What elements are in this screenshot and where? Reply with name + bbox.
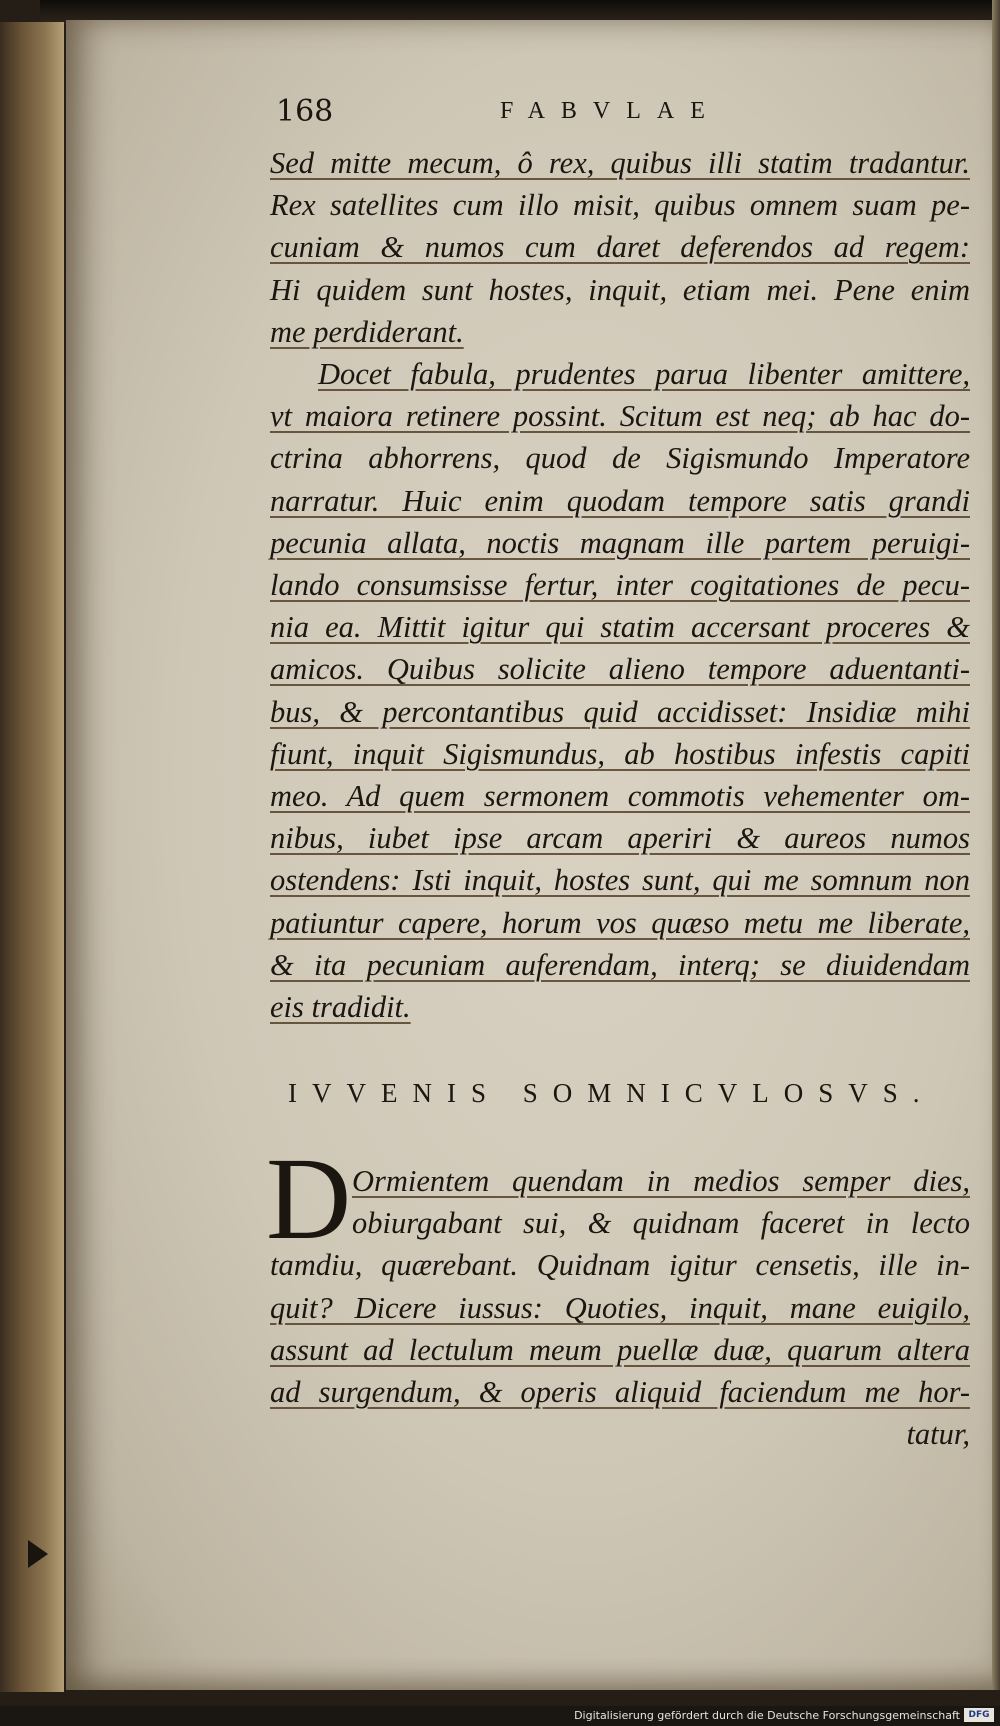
text-line: fiunt, inquit Sigismundus, ab hostibus infestis capiti	[270, 736, 970, 771]
text-line: lando consumsisse fertur, inter cogitationes de pecu-	[270, 568, 970, 603]
text-line: me perdiderant.	[270, 314, 464, 349]
text-line: Rex satellites cum illo misit, quibus omnem suam pe-	[270, 188, 970, 223]
text-line: obiurgabant sui, & quidnam faceret in lecto	[352, 1206, 970, 1241]
text-line: vt maiora retinere possint. Scitum est neq; ab hac do-	[270, 399, 970, 434]
text-line: bus, & percontantibus quid accidisset: Insidiæ mihi	[270, 694, 970, 729]
text-line: amicos. Quibus solicite alieno tempore aduentanti-	[270, 652, 970, 687]
text-line: nibus, iubet ipse arcam aperiri & aureos numos	[270, 821, 970, 856]
text-line: pecunia allata, noctis magnam ille partem peruigi-	[270, 525, 970, 560]
dfg-logo: DFG	[964, 1708, 994, 1722]
fable-title: IVVENIS SOMNICVLOSVS.	[288, 1078, 935, 1108]
text-line: ad surgendum, & operis aliquid faciendum me hor-	[270, 1375, 970, 1410]
fable-text	[270, 1160, 970, 1455]
text-line: tamdiu, quærebant. Quidnam igitur censetis, ille in-	[270, 1248, 970, 1283]
page-number: 168	[276, 94, 334, 129]
running-head: FABVLAE	[500, 98, 721, 124]
text-line: narratur. Huic enim quodam tempore satis grandi	[270, 483, 970, 518]
drop-cap-initial: D	[266, 1133, 352, 1264]
text-line: Hi quidem sunt hostes, inquit, etiam mei. Pene enim	[270, 272, 970, 307]
page-edge-right	[992, 0, 1000, 1690]
text-line: eis tradidit.	[270, 990, 411, 1025]
text-line: ctrina abhorrens, quod de Sigismundo Imperatore	[270, 441, 970, 476]
page-header	[276, 94, 966, 134]
text-line: meo. Ad quem sermonem commotis vehementer om-	[270, 779, 970, 814]
margin-pointer-icon	[28, 1540, 48, 1568]
body-text	[270, 142, 970, 1028]
text-line: cuniam & numos cum daret deferendos ad regem:	[270, 230, 970, 265]
text-line: nia ea. Mittit igitur qui statim accersant proceres &	[270, 610, 970, 645]
text-line: ostendens: Isti inquit, hostes sunt, qui me somnum non	[270, 863, 970, 898]
text-line: & ita pecuniam auferendam, interq; se diuidendam	[270, 947, 970, 982]
text-line: assunt ad lectulum meum puellæ duæ, quarum altera	[270, 1332, 970, 1367]
text-line: Ormientem quendam in medios semper dies,	[352, 1164, 970, 1198]
digitization-credit: Digitalisierung gefördert durch die Deutsche Forschungsgemeinschaft	[574, 1709, 960, 1722]
text-line: Docet fabula, prudentes parua libenter amittere,	[318, 357, 970, 392]
catchword: tatur,	[906, 1417, 970, 1452]
book-spine-edge	[0, 22, 64, 1692]
text-line: quit? Dicere iussus: Quoties, inquit, mane euigilo,	[270, 1290, 970, 1325]
text-line: patiuntur capere, horum vos quæso metu me liberate,	[270, 905, 970, 940]
text-line: Sed mitte mecum, ô rex, quibus illi statim tradantur.	[270, 146, 970, 180]
